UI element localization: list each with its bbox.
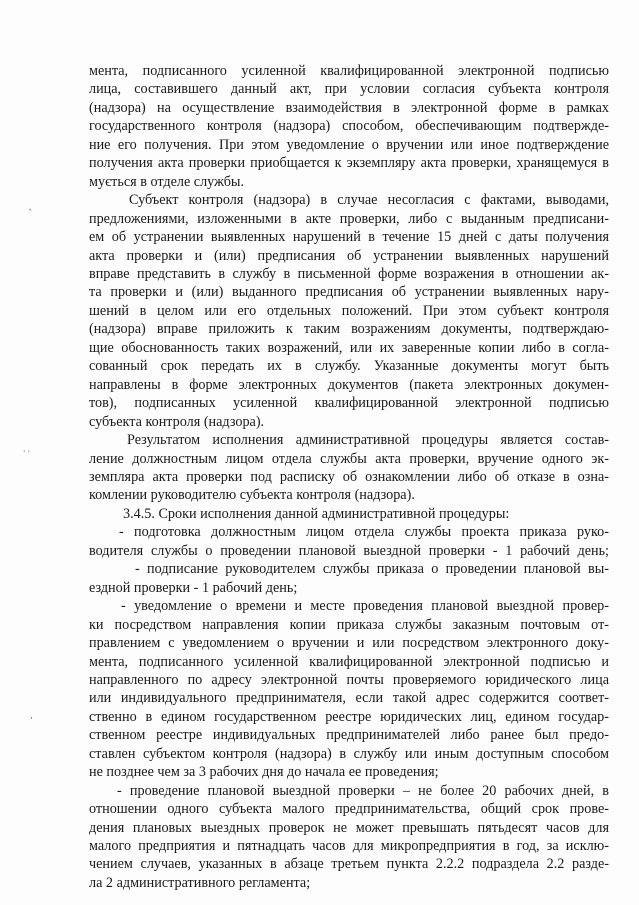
list-item-first-line: - уведомление о времени и месте проведения плановой выездной провер-: [121, 598, 609, 615]
text-line: отношении одного субъекта малого предпринимательства, общий срок прове-: [89, 801, 609, 818]
text-line: (надзора) на осуществление взаимодействия в электронной форме в рамках: [89, 99, 609, 116]
text-line: ки посредством направления копии приказа службы заказным почтовым от-: [89, 616, 609, 633]
text-line: мента, подписанного усиленной квалифицированной электронной подписью и: [89, 653, 609, 670]
text-line: или индивидуального предпринимателя, если такой адрес содержится соответ-: [89, 690, 609, 707]
text-line: ственном реестре индивидуальных предпринимателей либо ранее был предо-: [89, 727, 609, 744]
text-line: не позднее чем за 3 рабочих дня до начала ее проведения;: [89, 764, 439, 781]
text-line: ственно в едином государственном реестре юридических лиц, едином государ-: [89, 708, 609, 725]
list-item-first-line: - проведение плановой выездной проверки – не более 20 рабочих дней, в: [117, 782, 609, 799]
text-line: дения плановых выездных проверок не может превышать пятьдесят часов для: [89, 819, 609, 836]
scan-speck-mark: ‚: [30, 711, 33, 721]
list-item-first-line: - подготовка должностным лицом отдела службы проекта приказа руко-: [119, 524, 609, 541]
text-line: получения акта проверки приобщается к экземпляру акта проверки, хранящемуся в: [89, 155, 609, 172]
document-body: [89, 62, 609, 892]
text-line: государственного контроля (надзора) способом, обеспечивающим подтвержде-: [89, 118, 609, 135]
text-line: земпляра акта проверки под расписку об ознакомлении либо об отказе в озна-: [89, 468, 609, 485]
text-line: чением случаев, указанных в абзаце третьем пункта 2.2.2 подраздела 2.2 разде-: [89, 856, 609, 873]
paragraph-first-line: Субъект контроля (надзора) в случае несогласия с фактами, выводами,: [129, 192, 609, 209]
text-line: вправе представить в службу в письменной форме возражения в отношении ак-: [89, 265, 609, 282]
text-line: водителя службы о проведении плановой выездной проверки - 1 рабочий день;: [89, 542, 609, 559]
text-line: ездной проверки - 1 рабочий день;: [89, 579, 298, 596]
text-line: ние его получения. При этом уведомление о вручении или иное подтверждение: [89, 136, 609, 153]
section-heading: 3.4.5. Сроки исполнения данной административной процедуры:: [123, 505, 510, 522]
text-line: акта проверки и (или) предписания об устранении выявленных нарушений: [89, 247, 609, 264]
text-line: ставлен субъектом контроля (надзора) в службу или иным доступным способом: [89, 745, 609, 762]
text-line: ление должностным лицом отдела службы акта проверки, вручение одного эк-: [89, 450, 609, 467]
text-line: предложениями, изложенными в акте проверки, либо с выданным предписани-: [89, 210, 609, 227]
text-line: направленного по адресу электронной почты проверяемого юридического лица: [89, 671, 609, 688]
text-line: тов), подписанных усиленной квалифицированной электронной подписью: [89, 395, 609, 412]
text-line: комлении руководителю субъекта контроля (надзора).: [89, 487, 415, 504]
text-line: ем об устранении выявленных нарушений в течение 15 дней с даты получения: [89, 229, 609, 246]
scan-speck-mark: ᾿᾿: [22, 451, 31, 461]
text-line: шений в целом или его отдельных положений. При этом субъект контроля: [89, 302, 609, 319]
scan-speck-mark: ˆ: [28, 209, 33, 219]
text-line: мента, подписанного усиленной квалифицированной электронной подписью: [89, 63, 609, 79]
text-line: субъекта контроля (надзора).: [89, 413, 265, 430]
text-line: лица, составившего данный акт, при условии согласия субъекта контроля: [89, 81, 609, 98]
text-line: ла 2 административного регламента;: [89, 874, 311, 891]
text-line: щие обоснованность таких возражений, или их заверенные копии либо в согла-: [89, 339, 609, 356]
text-line: сованный срок передать их в службу. Указанные документы могут быть: [89, 358, 609, 375]
list-item-first-line: - подписание руководителем службы приказа о проведении плановой вы-: [135, 561, 609, 578]
text-line: (надзора) вправе приложить к таким возражениям документы, подтверждаю-: [89, 321, 609, 338]
text-line: малого предприятия и пятнадцать часов для микропредприятия в год, за исклю-: [89, 838, 609, 855]
paragraph-first-line: Результатом исполнения административной процедуры является состав-: [127, 432, 609, 449]
text-line: та проверки и (или) выданного предписания об устранении выявленных нару-: [89, 284, 609, 301]
text-line: направлены в форме электронных документов (пакета электронных докумен-: [89, 376, 609, 393]
text-line: мується в отделе службы.: [89, 173, 245, 190]
text-line: правлением с уведомлением о вручении и или посредством электронного доку-: [89, 635, 609, 652]
